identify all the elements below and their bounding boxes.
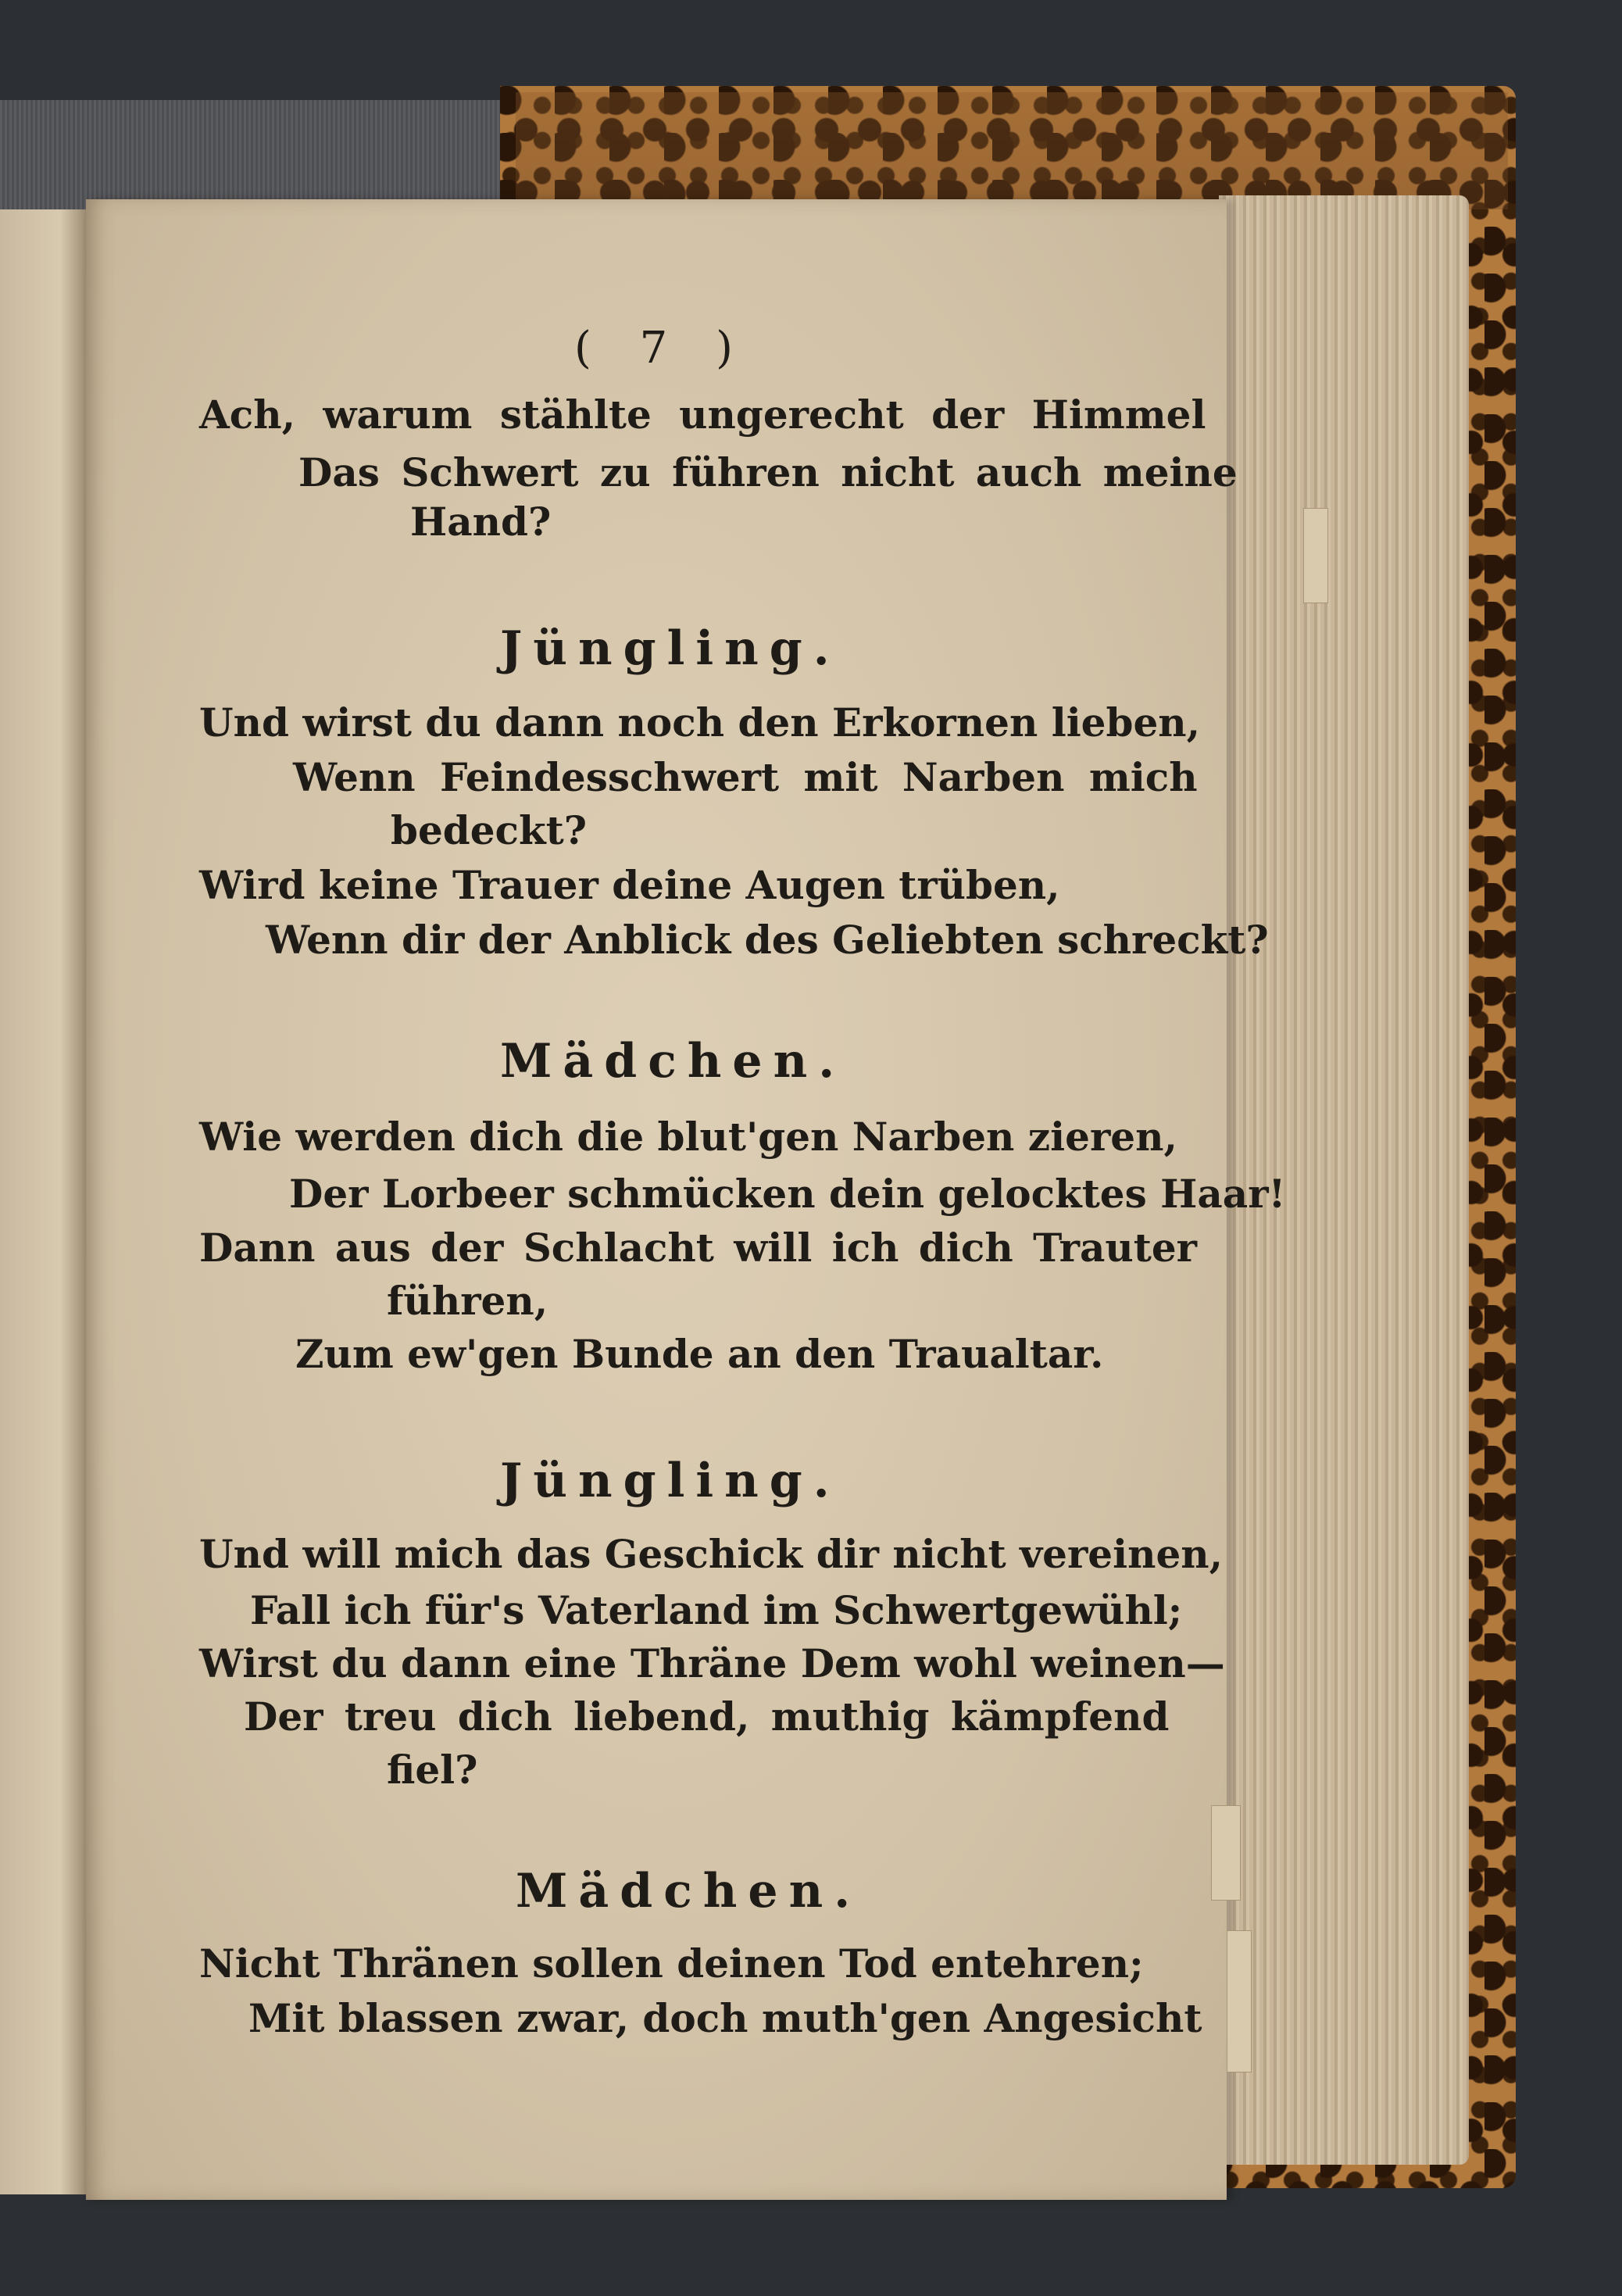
speaker-heading: Jüngling. — [500, 1454, 841, 1508]
text-line: Hand? — [410, 499, 552, 545]
paper-tab — [1211, 1805, 1241, 1901]
paper-tab — [1303, 508, 1328, 603]
text-line: Wie werden dich die blut'gen Narben zieren, — [199, 1114, 1177, 1160]
text-line: führen, — [387, 1278, 548, 1324]
facing-page-edge — [0, 209, 86, 2194]
text-line: Dann aus der Schlacht will ich dich Trauter — [199, 1225, 1197, 1271]
cloth-spine — [0, 100, 516, 209]
text-line: Zum ew'gen Bunde an den Traualtar. — [295, 1331, 1104, 1377]
text-line: Wenn Feindesschwert mit Narben mich — [293, 754, 1198, 800]
text-line: Wenn dir der Anblick des Geliebten schreckt? — [266, 917, 1269, 963]
text-line: Der treu dich liebend, muthig kämpfend — [244, 1693, 1170, 1740]
text-line: Nicht Thränen sollen deinen Tod entehren; — [199, 1940, 1144, 1987]
text-line: Ach, warum stählte ungerecht der Himmel — [199, 392, 1206, 438]
cover-shadow — [516, 92, 1508, 209]
text-line: Und wirst du dann noch den Erkornen lieben, — [199, 699, 1201, 746]
text-line: Und will mich das Geschick dir nicht vereinen, — [199, 1531, 1224, 1577]
paper-tab — [1227, 1930, 1252, 2072]
text-line: Mit blassen zwar, doch muth'gen Angesicht — [248, 1995, 1202, 2041]
text-line: Der Lorbeer schmücken dein gelocktes Haar! — [289, 1171, 1286, 1217]
text-line: Wirst du dann eine Thräne Dem wohl weinen— — [199, 1640, 1225, 1686]
text-line: fiel? — [387, 1747, 478, 1793]
speaker-heading: Jüngling. — [500, 621, 841, 676]
page-number: ( 7 ) — [574, 323, 750, 374]
text-line: Fall ich für's Vaterland im Schwertgewühl; — [250, 1587, 1183, 1633]
text-line: Wird keine Trauer deine Augen trüben, — [199, 862, 1060, 908]
text-line: bedeckt? — [391, 807, 588, 853]
text-line: Das Schwert zu führen nicht auch meine — [298, 449, 1238, 495]
speaker-heading: Mädchen. — [516, 1864, 862, 1919]
speaker-heading: Mädchen. — [500, 1034, 846, 1089]
